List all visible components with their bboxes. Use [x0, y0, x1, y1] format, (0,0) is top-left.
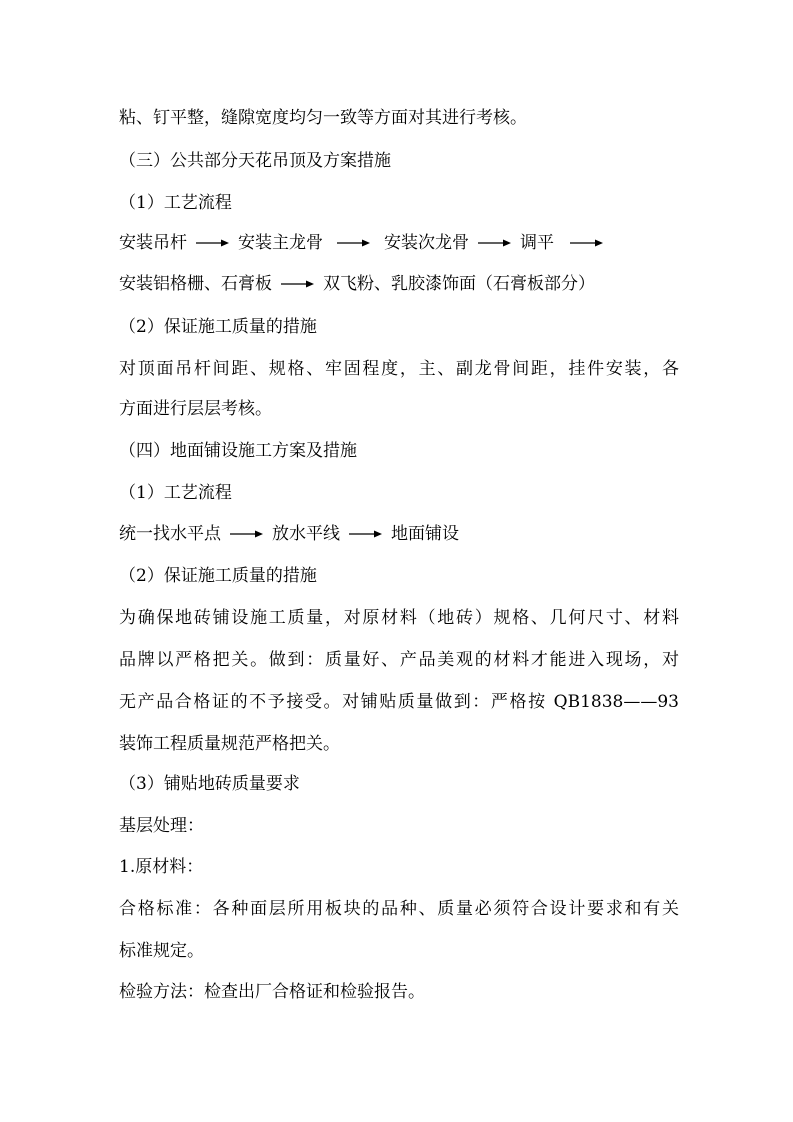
- text-line: 基层处理：: [119, 816, 204, 836]
- flow-step: 安装主龙骨: [238, 233, 323, 253]
- right-arrow-icon: [337, 238, 370, 248]
- right-arrow-icon: [570, 238, 603, 248]
- right-arrow-icon: [230, 529, 263, 539]
- section-heading: （四）地面铺设施工方案及措施: [119, 441, 357, 461]
- flow-step: 安装铝格栅、石膏板: [119, 274, 272, 294]
- text-line: 方面进行层层考核。: [119, 399, 272, 419]
- sub-heading: （2）保证施工质量的措施: [119, 317, 317, 337]
- text-line: 无产品合格证的不予接受。对铺贴质量做到：严格按 QB1838——93: [119, 692, 679, 712]
- text-line: 标准规定。: [119, 941, 204, 961]
- text-line: 对顶面吊杆间距、规格、牢固程度，主、副龙骨间距，挂件安装，各: [119, 359, 679, 379]
- sub-heading: （1）工艺流程: [119, 193, 232, 213]
- flow-step: 安装吊杆: [119, 233, 187, 253]
- flow-step: 调平: [520, 233, 554, 253]
- text-line: 为确保地砖铺设施工质量，对原材料（地砖）规格、几何尺寸、材料: [119, 608, 679, 628]
- sub-heading: （3）铺贴地砖质量要求: [119, 774, 300, 794]
- ceiling-flow-row-2: [119, 273, 679, 295]
- floor-flow-row: [119, 523, 679, 545]
- flow-step: 地面铺设: [391, 524, 459, 544]
- sub-heading: （2）保证施工质量的措施: [119, 566, 317, 586]
- text-line: 1.原材料：: [119, 857, 204, 877]
- section-heading: （三）公共部分天花吊顶及方案措施: [119, 151, 391, 171]
- right-arrow-icon: [349, 529, 382, 539]
- text-line: 品牌以严格把关。做到：质量好、产品美观的材料才能进入现场，对: [119, 650, 679, 670]
- right-arrow-icon: [281, 279, 314, 289]
- ceiling-flow-row-1: [119, 232, 679, 254]
- text-line: 合格标准：各种面层所用板块的品种、质量必须符合设计要求和有关: [119, 899, 679, 919]
- text-line: 粘、钉平整，缝隙宽度均匀一致等方面对其进行考核。: [119, 108, 527, 128]
- right-arrow-icon: [196, 238, 229, 248]
- text-line: 装饰工程质量规范严格把关。: [119, 734, 340, 754]
- flow-step: 放水平线: [272, 524, 340, 544]
- right-arrow-icon: [478, 238, 511, 248]
- text-line: 检验方法：检查出厂合格证和检验报告。: [119, 982, 425, 1002]
- sub-heading: （1）工艺流程: [119, 483, 232, 503]
- flow-step: 双飞粉、乳胶漆饰面（石膏板部分）: [323, 274, 595, 294]
- flow-step: 统一找水平点: [119, 524, 221, 544]
- flow-step: 安装次龙骨: [384, 233, 469, 253]
